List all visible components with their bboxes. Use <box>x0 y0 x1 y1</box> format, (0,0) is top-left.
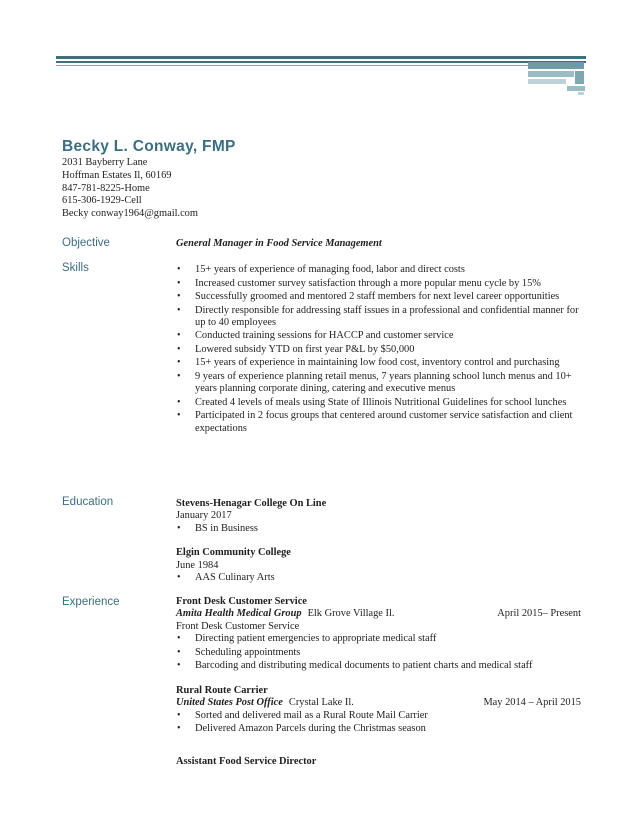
job-duty: • Directing patient emergencies to appropriate medical staff <box>176 633 581 645</box>
employer-row <box>176 697 581 709</box>
contact-info <box>62 157 198 221</box>
email-address: Becky conway1964@gmail.com <box>62 208 198 220</box>
skill-item: • Increased customer survey satisfaction through a more popular menu cycle by 15% <box>176 278 581 290</box>
header-accent-block <box>528 62 584 69</box>
education-date: January 2017 <box>176 510 232 522</box>
skill-item: • 9 years of experience planning retail menus, 7 years planning school lunch menus and 10+ years planning corporate dining, catering and executive menus <box>176 371 581 396</box>
degree-list <box>176 523 581 535</box>
skill-item: • Lowered subsidy YTD on first year P&L by $50,000 <box>176 344 581 356</box>
home-phone: 847-781-8225-Home <box>62 182 150 194</box>
education-section <box>176 498 581 586</box>
address-line: 2031 Bayberry Lane <box>62 157 148 168</box>
objective-heading: Objective <box>62 237 110 249</box>
experience-section <box>176 596 581 768</box>
degree-item: • BS in Business <box>176 523 581 535</box>
employer-name: Amita Health Medical Group <box>176 608 302 620</box>
experience-heading: Experience <box>62 596 120 608</box>
skill-item: • Participated in 2 focus groups that centered around customer service satisfaction and client expectations <box>176 410 581 435</box>
objective-section <box>176 238 581 250</box>
job-dates: May 2014 – April 2015 <box>483 697 581 709</box>
header-rule-top <box>56 56 586 59</box>
skill-item: • Created 4 levels of meals using State of Illinois Nutritional Guidelines for school lunches <box>176 397 581 409</box>
skill-item: • 15+ years of experience in maintaining low food cost, inventory control and purchasing <box>176 357 581 369</box>
job-subtitle: Front Desk Customer Service <box>176 620 300 632</box>
school-name: Elgin Community College <box>176 547 291 559</box>
job-title: Assistant Food Service Director <box>176 755 317 767</box>
header-accent-block <box>567 86 585 91</box>
header-accent-block <box>528 79 566 84</box>
job-location: Elk Grove Village Il. <box>307 608 395 620</box>
job-title: Rural Route Carrier <box>176 684 268 696</box>
spacer <box>176 674 581 685</box>
employer-name: United States Post Office <box>176 697 283 709</box>
objective-text: General Manager in Food Service Management <box>176 238 382 249</box>
skills-heading: Skills <box>62 262 89 274</box>
resume-name: Becky L. Conway, FMP <box>62 138 236 155</box>
header-accent-block <box>528 71 574 77</box>
employer-row <box>176 608 581 620</box>
spacer <box>176 536 581 547</box>
job-duties-list <box>176 633 581 672</box>
job-location: Crystal Lake Il. <box>288 697 354 709</box>
job-title: Front Desk Customer Service <box>176 596 307 607</box>
skill-item: • 15+ years of experience of managing food, labor and direct costs <box>176 264 581 276</box>
header-accent-block <box>578 92 584 95</box>
skills-section <box>176 264 581 436</box>
skills-list <box>176 264 581 435</box>
skill-item: • Directly responsible for addressing staff issues in a professional and confidential manner for up to 40 employees <box>176 305 581 330</box>
school-name: Stevens-Henagar College On Line <box>176 498 327 509</box>
job-duty: • Sorted and delivered mail as a Rural Route Mail Carrier <box>176 710 581 722</box>
job-dates: April 2015– Present <box>497 608 581 620</box>
spacer <box>176 737 581 756</box>
skill-item: • Successfully groomed and mentored 2 staff members for next level career opportunities <box>176 291 581 303</box>
degree-item: • AAS Culinary Arts <box>176 572 581 584</box>
education-date: June 1984 <box>176 559 219 571</box>
cell-phone: 615-306-1929-Cell <box>62 195 142 207</box>
skill-item: • Conducted training sessions for HACCP and customer service <box>176 330 581 342</box>
header-rule-middle <box>56 61 586 63</box>
header-accent-block <box>575 71 584 84</box>
job-duty: • Delivered Amazon Parcels during the Christmas season <box>176 723 581 735</box>
education-heading: Education <box>62 496 114 508</box>
job-duties-list <box>176 710 581 736</box>
header-rule-bottom <box>56 65 531 66</box>
job-duty: • Scheduling appointments <box>176 647 581 659</box>
degree-list <box>176 572 581 584</box>
city-line: Hoffman Estates Il, 60169 <box>62 169 172 181</box>
job-duty: • Barcoding and distributing medical documents to patient charts and medical staff <box>176 660 581 672</box>
